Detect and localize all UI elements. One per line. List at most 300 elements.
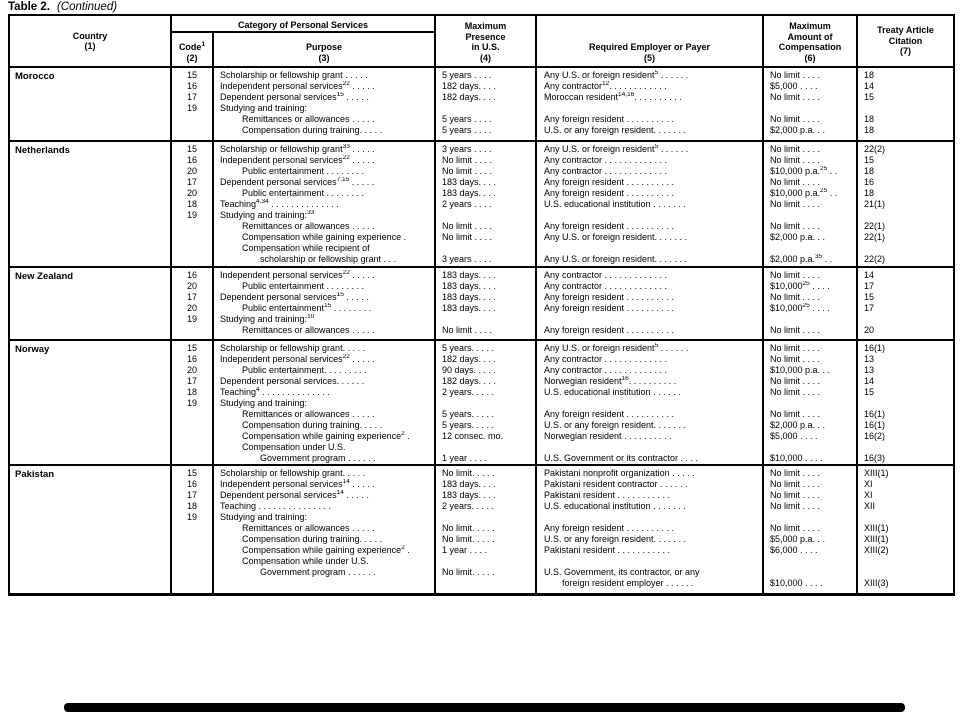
payer-text: U.S. educational institution . . . . . . [544,387,681,397]
purpose-column [214,142,436,266]
country-name: Pakistan [15,469,55,480]
citation-text: 18 [864,188,875,198]
amount-text [764,442,856,453]
purpose-text: Remittances or allowances . . . . . [242,325,375,335]
code-value: 16 [186,479,197,489]
payer-text: Any contractor . . . . . . . . . . . . . [544,155,668,165]
code-value: 17 [186,92,197,102]
payer-text: Any foreign resident . . . . . . . . . . [544,409,675,419]
presence-text: 182 days. . . . [442,81,497,91]
presence-text: No limit. . . . . [442,567,495,577]
purpose-text: Public entertainment . . . . . . . . [242,281,365,291]
citation-text: 17 [864,281,875,291]
citation-column [858,341,953,464]
country-name: New Zealand [15,271,74,282]
code-value [172,453,212,464]
amount-column [764,268,858,339]
citation-text [858,556,953,567]
purpose-text: Compensation while recipient of [242,243,370,253]
citation-text: 14 [864,270,875,280]
presence-text: 182 days. . . . [442,354,497,364]
citation-text: 13 [864,354,875,364]
citation-text: 15 [864,292,875,302]
payer-text: Any contractor$^{12}$. . . . . . . . . . . . [544,81,667,91]
presence-column [436,466,537,593]
code-value: 17 [186,376,197,386]
citation-text: 15 [864,92,875,102]
presence-text [436,556,535,567]
code-value: 15 [186,70,197,80]
citation-text: 18 [864,114,875,124]
payer-text: Any U.S. or foreign resident$^5$ . . . . . . [544,144,689,154]
citation-text: 20 [864,325,875,335]
presence-text: 3 years . . . . [442,144,492,154]
amount-text [764,567,856,578]
amount-text: No limit . . . . [770,325,821,335]
code-value [172,420,212,431]
citation-text: 22(1) [864,221,886,231]
header-line: Treaty Article [877,25,934,36]
table-header [10,16,953,68]
presence-column [436,68,537,140]
amount-text: No limit . . . . [770,177,821,187]
payer-text: Any foreign resident . . . . . . . . . . [544,292,675,302]
payer-text: U.S. or any foreign resident. . . . . . . [544,534,687,544]
country-section [10,268,953,341]
amount-text [764,314,856,325]
citation-text [858,442,953,453]
purpose-text: Independent personal services$^{22}$ . . . . . [220,354,375,364]
citation-text: 16(1) [864,409,886,419]
purpose-text: Government program . . . . . . [260,567,376,577]
amount-text: No limit . . . . [770,155,821,165]
purpose-text: Independent personal services$^{22}$ . . . . . [220,270,375,280]
country-name: Morocco [15,71,55,82]
purpose-column [214,268,436,339]
presence-text [436,578,535,589]
header-line: Amount of [787,31,833,42]
purpose-text: Teaching . . . . . . . . . . . . . . . [220,501,332,511]
amount-text: No limit . . . . [770,376,821,386]
presence-text [436,210,535,221]
code-value [172,556,212,567]
amount-text: No limit . . . . [770,144,821,154]
header-line: (5) [644,52,655,63]
amount-text: $2,000 p.a.$^{35}$ . . [770,254,833,264]
payer-text: U.S. educational institution . . . . . . . [544,501,686,511]
code-value [172,442,212,453]
payer-text: Any U.S. or foreign resident$^5$ . . . . . . [544,343,689,353]
purpose-text: Compensation during training. . . . . [242,125,383,135]
purpose-text: Independent personal services$^{14}$ . . . . . [220,479,375,489]
purpose-text: Dependent personal services$^{7,15}$ . . . . . [220,177,375,187]
purpose-text: Dependent personal services. . . . . . [220,376,365,386]
presence-text [436,442,535,453]
amount-text: No limit . . . . [770,354,821,364]
payer-text: Any foreign resident . . . . . . . . . . [544,177,675,187]
purpose-text: Dependent personal services$^{14}$ . . . . . [220,490,369,500]
payer-text: Moroccan resident$^{14,16}$. . . . . . . . . . [544,92,682,102]
citation-text: 13 [864,365,875,375]
header-line: in U.S. [471,42,500,52]
payer-column [537,268,764,339]
presence-column [436,341,537,464]
amount-text: $10,000$^{25}$ . . . . [770,281,830,291]
amount-text: $10,000$^{25}$ . . . . [770,303,830,313]
code-value: 18 [186,199,197,209]
header-max-presence [436,16,537,66]
code-value [172,431,212,442]
citation-text: 22(2) [864,254,886,264]
citation-text [858,512,953,523]
purpose-text: Dependent personal services$^{15}$ . . . . . [220,292,369,302]
table-body [10,68,953,593]
purpose-text: Compensation during training. . . . . [242,534,383,544]
amount-text: No limit . . . . [770,468,821,478]
presence-text [436,512,535,523]
amount-text: $6,000 . . . . [770,545,818,555]
presence-text [436,314,535,325]
purpose-text: Independent personal services$^{22}$ . . . . . [220,155,375,165]
presence-text: No limit . . . . [442,166,493,176]
code-value: 20 [186,281,197,291]
payer-text: Any foreign resident . . . . . . . . . . [544,325,675,335]
citation-text: 18 [864,70,875,80]
payer-text: Any contractor . . . . . . . . . . . . . [544,166,668,176]
purpose-text: Public entertainment$^{15}$ . . . . . . . . [242,303,372,313]
amount-column [764,142,858,266]
header-purpose [214,33,434,66]
purpose-text: Compensation under U.S. [242,442,346,452]
purpose-text: Scholarship or fellowship grant$^{33}$ . . . . . [220,144,375,154]
payer-text: Norwegian resident . . . . . . . . . . [544,431,672,441]
header-line: (4) [480,52,491,63]
citation-text: XIII(1) [864,468,889,478]
amount-text: No limit . . . . [770,199,821,209]
payer-text [537,442,762,453]
amount-text: No limit . . . . [770,387,821,397]
amount-text: $2,000 p.a. . . [770,232,826,242]
code-value: 20 [186,303,197,313]
country-section [10,341,953,466]
payer-text: Any U.S. or foreign resident$^5$ . . . . . . [544,70,689,80]
header-line: Presence [465,31,506,42]
payer-text: Any foreign resident . . . . . . . . . . [544,303,675,313]
purpose-text: Public entertainment . . . . . . . . [242,188,365,198]
header-category-title: Category of Personal Services [172,16,434,33]
presence-text: No limit . . . . [442,155,493,165]
citation-text: 14 [864,81,875,91]
presence-text: 2 years. . . . . [442,501,495,511]
presence-text: 183 days. . . . [442,177,497,187]
code-value: 20 [186,365,197,375]
citation-text [858,314,953,325]
purpose-text: Compensation while gaining experience$^2$ . [242,431,410,441]
amount-text: No limit . . . . [770,92,821,102]
country-cell [10,142,172,266]
header-country-label: Country [72,30,108,41]
amount-text: No limit . . . . [770,409,821,419]
presence-text: 5 years . . . . [442,114,492,124]
presence-text: 183 days. . . . [442,188,497,198]
page-bottom-bar [64,703,905,712]
code-value: 19 [186,314,197,324]
purpose-text: Independent personal services$^{22}$ . . . . . [220,81,375,91]
code-value: 20 [186,188,197,198]
purpose-text: Scholarship or fellowship grant. . . . . [220,343,366,353]
header-line: Maximum [464,21,507,31]
payer-text: Norwegian resident$^{16}$. . . . . . . . . . [544,376,677,386]
header-category-group [172,16,436,66]
presence-text: 2 years. . . . . [442,387,495,397]
citation-column [858,68,953,140]
code-value [172,125,212,136]
purpose-text: Remittances or allowances . . . . . [242,409,375,419]
presence-text: 183 days. . . . [442,479,497,489]
country-section [10,466,953,593]
table-title-number: Table 2. [8,1,50,13]
presence-text: 3 years . . . . [442,254,492,264]
presence-text: No limit . . . . [442,232,493,242]
citation-column [858,142,953,266]
header-line: Compensation [778,42,842,52]
code-value: 19 [186,103,197,113]
citation-text [858,243,953,254]
code-value: 15 [186,468,197,478]
citation-text: 21(1) [864,199,886,209]
payer-text: U.S. or any foreign resident. . . . . . . [544,125,687,135]
presence-column [436,268,537,339]
header-line: (7) [900,46,911,57]
citation-text: 16 [864,177,875,187]
code-column [172,68,214,140]
country-name: Norway [15,344,50,355]
header-category-row [172,33,434,66]
citation-text [858,210,953,221]
presence-text: 12 consec. mo. [442,431,504,441]
amount-text: No limit . . . . [770,70,821,80]
table-title-continued: (Continued) [56,1,118,13]
citation-text: 18 [864,166,875,176]
purpose-text: Compensation while gaining experience$^2$ . [242,545,410,555]
header-treaty-citation [858,16,953,66]
code-value [172,114,212,125]
header-country [10,16,172,66]
country-section [10,68,953,142]
payer-text: Any foreign resident . . . . . . . . . . [544,114,675,124]
purpose-text: Remittances or allowances . . . . . [242,523,375,533]
payer-text: Any U.S. or foreign resident. . . . . . . [544,232,688,242]
amount-text [764,556,856,567]
payer-text: Any foreign resident . . . . . . . . . . [544,188,675,198]
treaty-table [8,14,955,596]
code-value [172,254,212,265]
header-purpose-num: (3) [318,52,330,63]
code-value: 18 [186,387,197,397]
purpose-text: scholarship or fellowship grant . . . [260,254,397,264]
citation-text: 22(2) [864,144,886,154]
code-value [172,545,212,556]
purpose-text: Compensation while under U.S. [242,556,369,566]
citation-text: 16(3) [864,453,886,463]
amount-text: No limit . . . . [770,221,821,231]
code-value: 15 [186,343,197,353]
presence-text: 5 years . . . . [442,70,492,80]
amount-column [764,68,858,140]
code-value [172,578,212,589]
header-max-compensation [764,16,858,66]
header-employer-payer [537,16,764,66]
code-value [172,534,212,545]
citation-text [858,567,953,578]
presence-text: 1 year . . . . [442,545,488,555]
code-column [172,341,214,464]
payer-text: U.S. Government, its contractor, or any [544,567,700,577]
purpose-text: Compensation while gaining experience . [242,232,407,242]
amount-text: $5,000 p.a. . . [770,534,826,544]
payer-text: Any contractor . . . . . . . . . . . . . [544,354,668,364]
code-value: 19 [186,512,197,522]
amount-text: $10,000 p.a.$^{25}$ . . [770,166,838,176]
payer-text [537,210,762,221]
code-value [172,409,212,420]
amount-column [764,341,858,464]
purpose-column [214,466,436,593]
presence-text: 5 years. . . . . [442,343,495,353]
payer-column [537,341,764,464]
amount-text: No limit . . . . [770,114,821,124]
citation-text: XIII(1) [864,534,889,544]
amount-text: $5,000 . . . . [770,81,818,91]
payer-text [537,314,762,325]
payer-text: Any U.S. or foreign resident. . . . . . . [544,254,688,264]
code-value: 17 [186,177,197,187]
payer-text: Any contractor . . . . . . . . . . . . . [544,270,668,280]
payer-text [537,103,762,114]
amount-text: No limit . . . . [770,490,821,500]
code-value: 17 [186,292,197,302]
purpose-text: Compensation during training. . . . . [242,420,383,430]
code-value: 17 [186,490,197,500]
citation-text: 15 [864,155,875,165]
purpose-text: Scholarship or fellowship grant . . . . . [220,70,368,80]
amount-text: $2,000 p.a. . . [770,125,826,135]
code-value [172,221,212,232]
amount-text: No limit . . . . [770,343,821,353]
payer-text: Pakistani resident contractor . . . . . . [544,479,688,489]
citation-text: 16(1) [864,343,886,353]
citation-text: XIII(2) [864,545,889,555]
citation-column [858,268,953,339]
country-name: Netherlands [15,145,70,156]
purpose-text: Public entertainment . . . . . . . . [242,166,365,176]
citation-text: 16(1) [864,420,886,430]
amount-text: No limit . . . . [770,501,821,511]
citation-text: 22(1) [864,232,886,242]
code-value: 16 [186,155,197,165]
code-value [172,325,212,336]
payer-text: Pakistani nonprofit organization . . . . . [544,468,695,478]
code-value: 20 [186,166,197,176]
purpose-text: Teaching$^4$ . . . . . . . . . . . . . . [220,387,330,397]
purpose-text: Remittances or allowances . . . . . [242,221,375,231]
payer-column [537,68,764,140]
presence-text: 5 years . . . . [442,125,492,135]
amount-text [764,210,856,221]
citation-text: XI [864,479,873,489]
header-code [172,33,214,66]
presence-text: 183 days. . . . [442,281,497,291]
table-title [8,1,117,13]
purpose-text [214,578,434,589]
code-value: 16 [186,354,197,364]
presence-text: 1 year . . . . [442,453,488,463]
code-value: 19 [186,398,197,408]
citation-text: XI [864,490,873,500]
amount-text [764,243,856,254]
citation-text [858,103,953,114]
payer-text [537,512,762,523]
presence-text: No limit. . . . . [442,523,495,533]
code-column [172,142,214,266]
code-value [172,567,212,578]
presence-text [436,243,535,254]
purpose-text: Dependent personal services$^{15}$ . . . . . [220,92,369,102]
citation-text [858,398,953,409]
header-line: (6) [804,52,816,63]
amount-text: $10,000 . . . . [770,578,823,588]
purpose-text: Studying and training: [220,398,308,408]
code-value: 16 [186,81,197,91]
presence-text [436,398,535,409]
country-cell [10,268,172,339]
amount-text: No limit . . . . [770,270,821,280]
citation-text: 14 [864,376,875,386]
payer-text: Any foreign resident . . . . . . . . . . [544,523,675,533]
payer-text: Any contractor . . . . . . . . . . . . . [544,365,668,375]
purpose-column [214,68,436,140]
amount-text [764,398,856,409]
presence-text: No limit. . . . . [442,468,495,478]
presence-text: No limit . . . . [442,221,493,231]
presence-text: 2 years . . . . [442,199,492,209]
presence-text: 5 years. . . . . [442,420,495,430]
country-cell [10,341,172,464]
code-value: 18 [186,501,197,511]
header-line: Citation [888,35,923,46]
amount-text: No limit . . . . [770,523,821,533]
amount-text: $2,000 p.a. . . [770,420,826,430]
citation-column [858,466,953,593]
presence-text: No limit . . . . [442,325,493,335]
presence-text: 182 days. . . . [442,92,497,102]
header-country-num: (1) [84,41,96,51]
presence-text: 90 days. . . . . [442,365,497,375]
presence-text: 182 days. . . . [442,376,497,386]
code-value [172,243,212,254]
citation-text: 15 [864,387,875,397]
purpose-text: Remittances or allowances . . . . . [242,114,375,124]
purpose-column [214,341,436,464]
country-cell [10,68,172,140]
code-value: 19 [186,210,197,220]
header-purpose-label: Purpose [305,42,342,52]
purpose-text: Studying and training: [220,512,308,522]
citation-text: XII [864,501,876,511]
amount-column [764,466,858,593]
purpose-text: Government program . . . . . . [260,453,376,463]
presence-text: 183 days. . . . [442,270,497,280]
